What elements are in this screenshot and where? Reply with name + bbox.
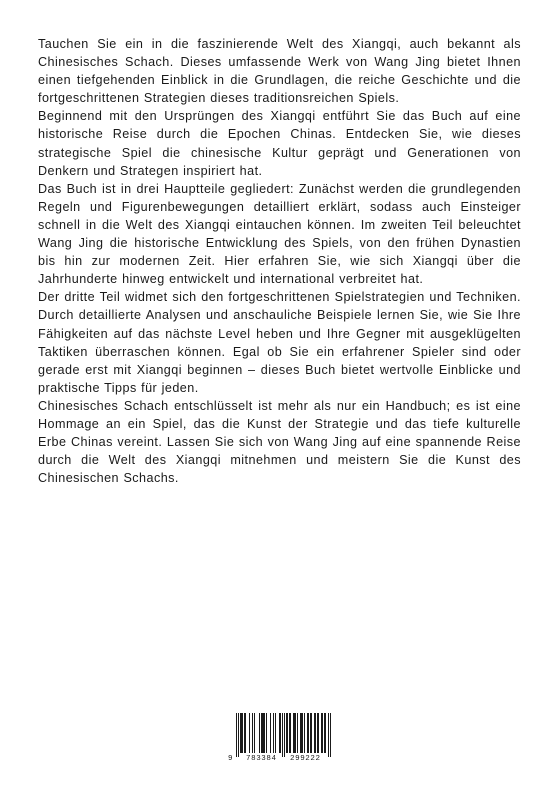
barcode-bar	[252, 713, 253, 753]
isbn-barcode	[228, 711, 331, 763]
barcode-bar	[300, 713, 301, 753]
barcode-bar	[284, 713, 285, 757]
barcode-bar	[286, 713, 287, 753]
barcode-bar	[244, 713, 245, 753]
paragraph-origins: Beginnend mit den Ursprüngen des Xiangqi entführt Sie das Buch auf eine historische Reise durch die Epochen Chinas. Entdecken Sie, wie dieses strategische Spiel die chinesische Kultur geprägt und Generationen von Denkern und Strategen inspiriert hat.	[38, 109, 521, 178]
barcode-bar	[304, 713, 305, 753]
barcode-bar	[289, 713, 290, 753]
barcode-bar	[330, 713, 331, 757]
barcode-bar	[321, 713, 322, 753]
barcode-bar	[264, 713, 265, 753]
barcode-left-digits: 783384	[246, 755, 277, 763]
barcode-bar	[249, 713, 250, 753]
barcode-bar	[263, 713, 264, 753]
barcode-bar	[314, 713, 315, 753]
barcode-first-digit: 9	[228, 755, 234, 763]
blurb-text	[38, 35, 521, 487]
barcode-bar	[261, 713, 262, 753]
barcode-bar	[287, 713, 288, 753]
barcode-bar	[254, 713, 255, 753]
barcode-right-digits: 299222	[290, 755, 321, 763]
barcode-bar	[242, 713, 243, 753]
barcode-bar	[308, 713, 309, 753]
barcode-bar	[293, 713, 294, 753]
barcode-bar	[241, 713, 242, 753]
paragraph-intro: Tauchen Sie ein in die faszinierende Welt des Xiangqi, auch bekannt als Chinesisches Schach. Dieses umfassende Werk von Wang Jing bietet Ihnen einen tiefgehenden Einblick in die Grundlagen, die reiche Geschichte und die fortgeschrittenen Strategien dieses traditionsreichen Spiels.	[38, 37, 521, 106]
barcode-bar	[311, 713, 312, 753]
barcode-bar	[259, 713, 260, 753]
barcode-bar	[322, 713, 323, 753]
barcode-bar	[282, 713, 283, 757]
barcode-bar	[301, 713, 302, 753]
barcode-bar	[240, 713, 241, 753]
barcode-bar	[317, 713, 318, 753]
barcode-bar	[270, 713, 271, 753]
barcode-bar	[302, 713, 303, 753]
barcode-bar	[294, 713, 295, 753]
barcode-bar	[325, 713, 326, 753]
paragraph-structure: Das Buch ist in drei Hauptteile gegliedert: Zunächst werden die grundlegenden Regeln und Figurenbewegungen detailliert erklärt, sodass auch Einsteiger schnell in die Welt des Xiangqi eintauchen können. Im zweiten Teil beleuchtet Wang Jing die historische Entwicklung des Spiels, von den frühen Dynastien bis hin zur modernen Zeit. Hier erfahren Sie, wie sich Xiangqi über die Jahrhunderte hinweg entwickelt und international verbreitet hat.	[38, 181, 521, 287]
barcode-bar	[273, 713, 274, 753]
barcode-bar	[307, 713, 308, 753]
barcode-bar	[280, 713, 281, 753]
barcode-bar	[236, 713, 237, 757]
barcode-bar	[310, 713, 311, 753]
barcode-bar	[275, 713, 276, 753]
barcode-bar	[297, 713, 298, 753]
paragraph-strategies: Der dritte Teil widmet sich den fortgeschrittenen Spielstrategien und Techniken. Durch detaillierte Analysen und anschauliche Beispiele lernen Sie, wie Sie Ihre Fähigkeiten auf das nächste Level heben und Ihre Gegner mit ausgeklügelten Taktiken überraschen können. Egal ob Sie ein erfahrener Spieler sind oder gerade erst mit Xiangqi beginnen – dieses Buch bietet wertvolle Einblicke und praktische Tipps für jeden.	[38, 290, 521, 395]
barcode-bar	[324, 713, 325, 753]
barcode-bar	[315, 713, 316, 753]
barcode-bar	[290, 713, 291, 753]
barcode-bar	[328, 713, 329, 757]
paragraph-conclusion: Chinesisches Schach entschlüsselt ist mehr als nur ein Handbuch; es ist eine Hommage an ein Spiel, das die Kunst der Strategie und das tiefe kulturelle Erbe Chinas vereint. Lassen Sie sich von Wang Jing auf eine spannende Reise durch die Welt des Xiangqi mitnehmen und meistern Sie die Kunst des Chinesischen Schachs.	[38, 398, 521, 486]
barcode-bar	[266, 713, 267, 753]
barcode-bar	[318, 713, 319, 753]
barcode-bar	[262, 713, 263, 753]
barcode-bar	[245, 713, 246, 753]
barcode-bar	[238, 713, 239, 757]
barcode-bar	[295, 713, 296, 753]
barcode-bar	[279, 713, 280, 753]
